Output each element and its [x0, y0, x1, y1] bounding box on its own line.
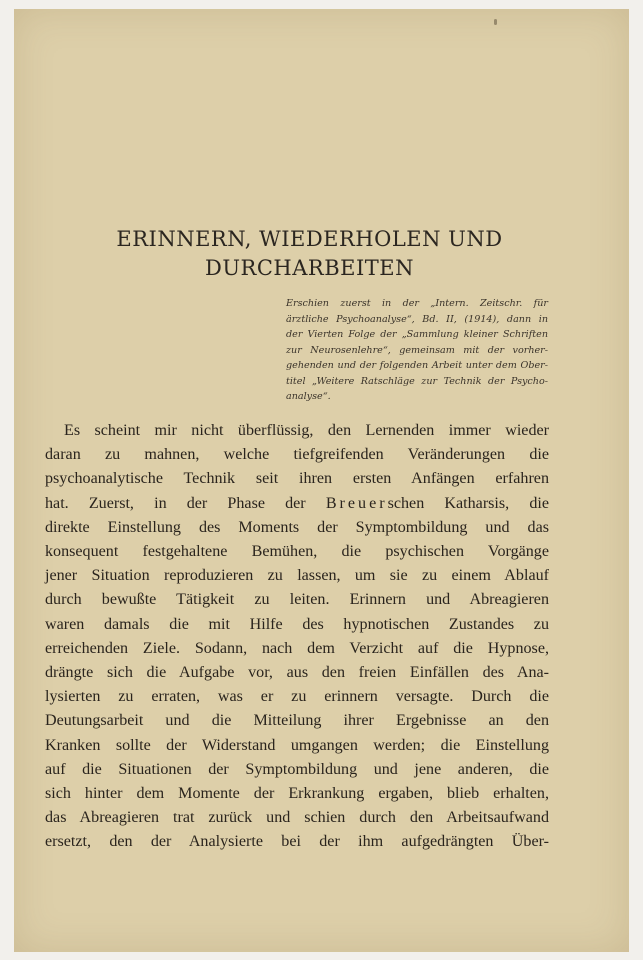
note-line: zur Neurosenlehre“, gemeinsam mit der vorher-	[286, 344, 548, 356]
body-line-part: hat. Zuerst, in der Phase der	[45, 494, 306, 512]
body-line-part: schen Katharsis, die	[387, 494, 549, 512]
body-line: daran zu mahnen, welche tiefgreifenden Veränderungen die	[45, 446, 549, 464]
body-line: auf die Situationen der Symptombildung und jene anderen, die	[45, 760, 549, 778]
note-line: titel „Weitere Ratschläge zur Technik der Psycho-	[286, 375, 548, 387]
body-line: ersetzt, den der Analysierte bei der ihm aufgedrängten Über-	[45, 833, 549, 851]
note-line: Erschien zuerst in der „Intern. Zeitschr. für	[286, 298, 548, 309]
body-line: erreichenden Ziele. Sodann, nach dem Verzicht auf die Hypnose,	[45, 639, 549, 657]
body-line: waren damals die mit Hilfe des hypnotischen Zustandes zu	[45, 615, 549, 633]
body-line	[45, 492, 549, 516]
body-line: jener Situation reproduzieren zu lassen, um sie zu einem Ablauf	[45, 567, 549, 585]
body-line: sich hinter dem Momente der Erkrankung ergaben, blieb erhalten,	[45, 785, 549, 803]
note-line: gehenden und der folgenden Arbeit unter dem Ober-	[286, 360, 548, 371]
body-line: durch bewußte Tätigkeit zu leiten. Erinnern und Abreagieren	[45, 591, 549, 609]
publication-note	[286, 296, 548, 405]
body-line: Kranken sollte der Widerstand umgangen werden; die Einstellung	[45, 736, 549, 754]
body-line: Deutungsarbeit und die Mitteilung ihrer Ergebnisse an den	[45, 712, 549, 730]
body-line: drängte sich die Aufgabe vor, aus den freien Einfällen des Ana-	[45, 664, 549, 682]
body-line: das Abreagieren trat zurück und schien durch den Arbeitsaufwand	[45, 809, 549, 827]
body-line: lysierten zu erraten, was er zu erinnern versagte. Durch die	[45, 688, 549, 706]
body-line: direkte Einstellung des Moments der Symptombildung und das	[45, 518, 549, 536]
body-line: konsequent festgehaltene Bemühen, die psychischen Vorgänge	[45, 543, 549, 561]
body-text	[45, 419, 549, 855]
chapter-title-line-1: ERINNERN, WIEDERHOLEN UND	[116, 227, 503, 251]
body-line: Es scheint mir nicht überflüssig, den Lernenden immer wieder	[64, 422, 549, 439]
author-name-breuer: Breuer	[325, 494, 388, 512]
chapter-title-line-2: DURCHARBEITEN	[205, 256, 414, 280]
note-line: ärztliche Psychoanalyse“, Bd. II, (1914), dann in	[286, 313, 548, 325]
paper-speck	[494, 19, 497, 25]
note-line: analyse“.	[286, 391, 331, 402]
body-line: psychoanalytische Technik seit ihren ersten Anfängen erfahren	[45, 470, 549, 488]
note-line: der Vierten Folge der „Sammlung kleiner Schriften	[286, 329, 548, 340]
book-page	[14, 9, 629, 952]
